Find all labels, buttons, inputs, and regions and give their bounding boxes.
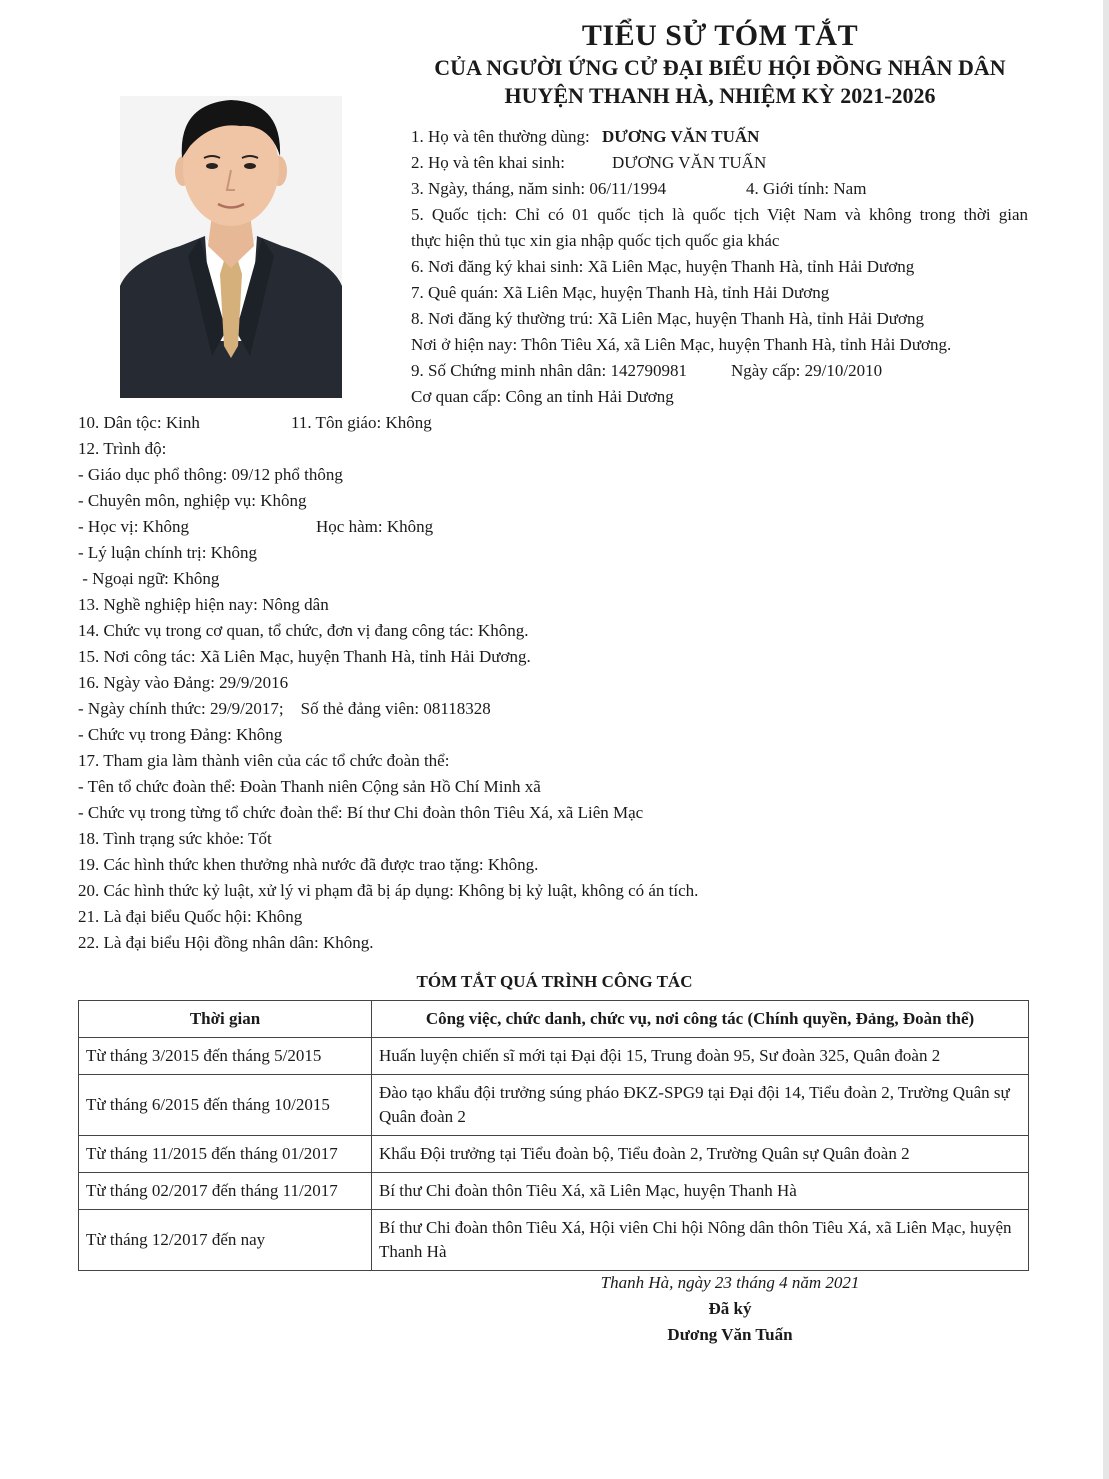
document-subtitle-term: HUYỆN THANH HÀ, NHIỆM KỲ 2021-2026: [504, 83, 936, 108]
info-party-position: - Chức vụ trong Đảng: Không: [78, 725, 283, 744]
info-common-name: [411, 124, 759, 150]
column-header-time: Thời gian: [79, 1001, 372, 1038]
info-people-council: 22. Là đại biểu Hội đồng nhân dân: Không.: [78, 933, 374, 952]
document-title: TIỂU SỬ TÓM TẮT: [581, 19, 859, 52]
document-header: [380, 18, 1060, 110]
table-row: [79, 1038, 1029, 1075]
info-birth-name: [411, 150, 565, 176]
info-organization-position: - Chức vụ trong từng tổ chức đoàn thể: Bí thư Chi đoàn thôn Tiêu Xá, xã Liên Mạc: [78, 803, 644, 822]
info-awards: 19. Các hình thức khen thưởng nhà nước đã được trao tặng: Không.: [78, 855, 539, 874]
info-general-education: - Giáo dục phổ thông: 09/12 phổ thông: [78, 465, 343, 484]
info-gender: 4. Giới tính: Nam: [746, 179, 867, 198]
info-position: 14. Chức vụ trong cơ quan, tổ chức, đơn vị đang công tác: Không.: [78, 621, 529, 640]
info-organizations-heading: 17. Tham gia làm thành viên của các tổ chức đoàn thể:: [78, 751, 450, 770]
birth-name-value: DƯƠNG VĂN TUẤN: [612, 153, 767, 172]
row-time: Từ tháng 6/2015 đến tháng 10/2015: [79, 1075, 372, 1136]
info-party-join-date: 16. Ngày vào Đảng: 29/9/2016: [78, 673, 289, 692]
row-time: Từ tháng 11/2015 đến tháng 01/2017: [79, 1136, 372, 1173]
common-name-label: 1. Họ và tên thường dùng:: [411, 127, 590, 146]
table-header-row: [79, 1001, 1029, 1038]
info-specialization: - Chuyên môn, nghiệp vụ: Không: [78, 491, 307, 510]
candidate-portrait-photo: [120, 96, 342, 398]
table-row: [79, 1075, 1029, 1136]
row-job: Bí thư Chi đoàn thôn Tiêu Xá, xã Liên Mạc, huyện Thanh Hà: [372, 1173, 1029, 1210]
row-time: Từ tháng 02/2017 đến tháng 11/2017: [79, 1173, 372, 1210]
row-job: Khẩu Đội trưởng tại Tiểu đoàn bộ, Tiểu đoàn 2, Trường Quân sự Quân đoàn 2: [372, 1136, 1029, 1173]
common-name-value: DƯƠNG VĂN TUẤN: [602, 127, 760, 146]
info-id-number: 9. Số Chứng minh nhân dân: 142790981: [411, 361, 688, 380]
info-political-theory: - Lý luận chính trị: Không: [78, 543, 257, 562]
info-health: 18. Tình trạng sức khỏe: Tốt: [78, 829, 272, 848]
row-time: Từ tháng 12/2017 đến nay: [79, 1210, 372, 1271]
work-history-table: [78, 1000, 1029, 1271]
info-education-heading: 12. Trình độ:: [78, 439, 167, 458]
page-edge: [1103, 0, 1109, 1479]
document-subtitle: CỦA NGƯỜI ỨNG CỬ ĐẠI BIỂU HỘI ĐỒNG NHÂN DÂN: [434, 55, 1006, 80]
work-history-title: TÓM TẮT QUÁ TRÌNH CÔNG TÁC: [416, 972, 693, 991]
info-organization-name: - Tên tổ chức đoàn thể: Đoàn Thanh niên Cộng sản Hồ Chí Minh xã: [78, 777, 541, 796]
table-row: [79, 1210, 1029, 1271]
portrait-illustration: [120, 96, 342, 398]
info-id-issue-date: Ngày cấp: 29/10/2010: [731, 361, 883, 380]
info-birth-registration: 6. Nơi đăng ký khai sinh: Xã Liên Mạc, huyện Thanh Hà, tỉnh Hải Dương: [411, 257, 915, 276]
info-hometown: 7. Quê quán: Xã Liên Mạc, huyện Thanh Hà, tỉnh Hải Dương: [411, 283, 830, 302]
row-time: Từ tháng 3/2015 đến tháng 5/2015: [79, 1038, 372, 1075]
info-foreign-language: - Ngoại ngữ: Không: [78, 569, 220, 588]
info-discipline: 20. Các hình thức kỷ luật, xử lý vi phạm đã bị áp dụng: Không bị kỷ luật, không có án tích.: [78, 881, 699, 900]
info-party-official-date: - Ngày chính thức: 29/9/2017; Số thẻ đảng viên: 08118328: [78, 699, 491, 718]
info-occupation: 13. Nghề nghiệp hiện nay: Nông dân: [78, 595, 329, 614]
birth-name-label: 2. Họ và tên khai sinh:: [411, 153, 565, 172]
info-religion: 11. Tôn giáo: Không: [291, 413, 432, 432]
info-academic-title: Học hàm: Không: [316, 517, 434, 536]
info-workplace: 15. Nơi công tác: Xã Liên Mạc, huyện Thanh Hà, tỉnh Hải Dương.: [78, 647, 531, 666]
signature-place-date: Thanh Hà, ngày 23 tháng 4 năm 2021: [600, 1273, 860, 1292]
info-birth-date: 3. Ngày, tháng, năm sinh: 06/11/1994: [411, 179, 667, 198]
column-header-job: Công việc, chức danh, chức vụ, nơi công tác (Chính quyền, Đảng, Đoàn thể): [372, 1001, 1029, 1038]
table-row: [79, 1136, 1029, 1173]
info-permanent-residence: 8. Nơi đăng ký thường trú: Xã Liên Mạc, huyện Thanh Hà, tỉnh Hải Dương: [411, 309, 924, 328]
info-nationality: 5. Quốc tịch: Chỉ có 01 quốc tịch là quốc tịch Việt Nam và không trong thời gian: [411, 205, 1028, 224]
row-job: Bí thư Chi đoàn thôn Tiêu Xá, Hội viên Chi hội Nông dân thôn Tiêu Xá, xã Liên Mạc, huyện Thanh Hà: [372, 1210, 1029, 1271]
row-job: Huấn luyện chiến sĩ mới tại Đại đội 15, Trung đoàn 95, Sư đoàn 325, Quân đoàn 2: [372, 1038, 1029, 1075]
info-current-residence: Nơi ở hiện nay: Thôn Tiêu Xá, xã Liên Mạc, huyện Thanh Hà, tỉnh Hải Dương.: [411, 335, 952, 354]
info-degree: - Học vị: Không: [78, 517, 189, 536]
row-job: Đào tạo khẩu đội trưởng súng pháo ĐKZ-SPG9 tại Đại đội 14, Tiểu đoàn 2, Trường Quân sự Quân đoàn 2: [372, 1075, 1029, 1136]
info-national-assembly: 21. Là đại biểu Quốc hội: Không: [78, 907, 303, 926]
info-nationality-cont: thực hiện thủ tục xin gia nhập quốc tịch quốc gia khác: [411, 231, 780, 250]
info-id-issuer: Cơ quan cấp: Công an tỉnh Hải Dương: [411, 387, 674, 406]
signature-status: Đã ký: [708, 1299, 752, 1318]
signature-name: Dương Văn Tuấn: [667, 1325, 793, 1344]
info-ethnicity: 10. Dân tộc: Kinh: [78, 413, 200, 432]
table-row: [79, 1173, 1029, 1210]
